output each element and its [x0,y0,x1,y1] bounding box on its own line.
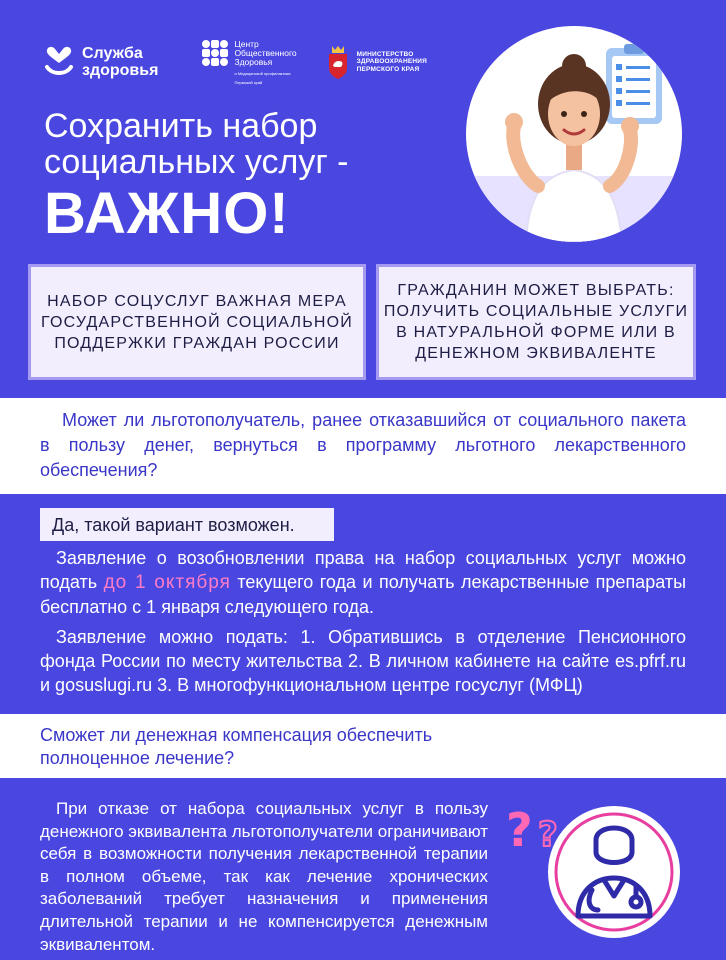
perm-crest-icon [327,44,349,80]
answer-1-p1-before: Заявление о возобновлении права на набор социальных услуг можно подать [40,548,686,592]
svg-text:?: ? [506,803,533,857]
logo3-line3: ПЕРМСКОГО КРАЯ [356,65,420,73]
svg-text:?: ? [538,815,558,855]
logo2-line3: Здоровья [234,56,273,67]
info-card-measure [28,264,366,380]
logo3-line2: ЗДРАВООХРАНЕНИЯ [356,58,428,66]
doctor-question-icon [506,798,688,942]
title-line1: Сохранить набор [44,107,318,145]
woman-checklist-illustration [466,26,682,242]
logo1-line2: здоровья [82,62,159,79]
info-card-choice-text: ГРАЖДАНИН МОЖЕТ ВЫБРАТЬ: ПОЛУЧИТЬ СОЦИАЛЬНЫЕ УСЛУГИ В НАТУРАЛЬНОЙ ФОРМЕ ИЛИ В ДЕНЕЖНОМ ЭКВИВАЛЕНТЕ [383,282,689,362]
logo2-sub2: Пермский край [234,79,263,85]
illustration-circle [466,26,682,242]
answer-1-text [40,546,686,697]
question-band-2 [0,714,726,778]
title-line3: ВАЖНО! [44,181,290,246]
logo-row [44,40,427,84]
logo2-line1: Центр [234,38,259,49]
question-band-1 [0,398,726,494]
answer-1-p1 [40,546,686,619]
grid-logo-icon [202,40,228,66]
title-line2: социальных услуг - [44,143,349,181]
header-section [0,0,726,398]
info-card-choice [376,264,696,380]
answer-1-p2: Заявление можно подать: 1. Обратившись в отделение Пенсионного фонда России по месту жительства 2. В личном кабинете на сайте es.pfrf.ru и gosuslugi.ru 3. В многофункциональном центре госуслуг (МФЦ) [40,627,686,695]
answer-2-text: При отказе от набора социальных услуг в пользу денежного эквивалента льготополучатели ограничивают себя в возможности получения лекарственной терапии в полном объеме, так как лечение хронических заболеваний требует назначения и применения длительной терапии и не компенсируется денежным эквивалентом. [40,799,488,954]
public-health-center-logo [202,40,296,85]
page-title [44,108,349,246]
answer-badge [40,508,334,541]
sluzhba-zdorovya-logo [44,45,158,79]
ministry-logo [327,44,427,80]
logo1-line1: Служба [82,45,143,62]
logo3-line1: МИНИСТЕРСТВО [356,50,414,58]
logo2-line2: Общественного [234,47,297,58]
deadline-highlight: до 1 октября [103,572,231,593]
heart-hands-icon [44,45,74,79]
info-card-measure-text: НАБОР СОЦУСЛУГ ВАЖНАЯ МЕРА ГОСУДАРСТВЕННОЙ СОЦИАЛЬНОЙ ПОДДЕРЖКИ ГРАЖДАН РОССИИ [40,292,354,352]
question-1: Может ли льготополучатель, ранее отказавшийся от социального пакета в пользу денег, вернуться в программу льготного лекарственного обеспечения? [40,410,686,480]
answer-1-p1-after: текущего года и получать лекарственные препараты бесплатно с 1 января следующего года. [40,572,687,617]
question-2: Сможет ли денежная компенсация обеспечить полноценное лечение? [40,725,433,768]
logo2-sub1: и Медицинской профилактики [234,70,291,76]
answer-badge-text: Да, такой вариант возможен. [52,514,295,535]
